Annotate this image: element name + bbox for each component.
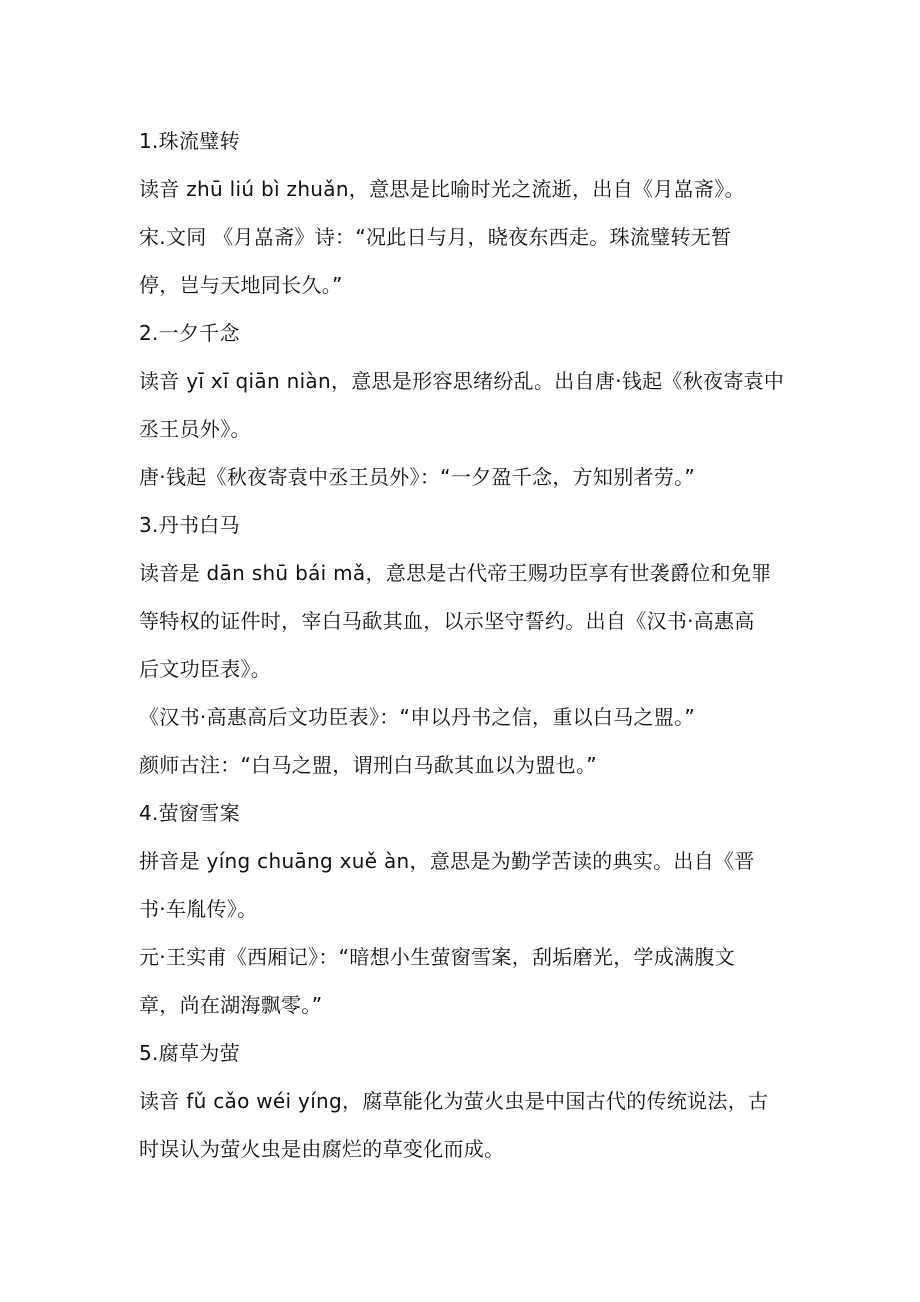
paragraph-line: 后文功臣表》。 [139,657,272,681]
paragraph-line: 读音是 dān shū bái mǎ，意思是古代帝王赐功臣享有世袭爵位和免罪 [139,561,772,585]
paragraph-line: 丞王员外》。 [139,417,251,441]
paragraph-line: 颜师古注：“白马之盟，谓刑白马歃其血以为盟也。” [139,753,597,777]
paragraph-line: 唐·钱起《秋夜寄袁中丞王员外》：“一夕盈千念，方知别者劳。” [139,465,696,489]
heading-1: 1.珠流璧转 [139,129,240,153]
heading-4: 4.萤窗雪案 [139,801,240,825]
paragraph-line: 宋.文同 《月嵓斋》诗：“况此日与月，晓夜东西走。珠流璧转无暂 [139,225,732,249]
heading-5: 5.腐草为萤 [139,1041,240,1065]
paragraph-line: 等特权的证件时，宰白马歃其血，以示坚守誓约。出自《汉书·高惠高 [139,609,755,633]
paragraph-line: 《汉书·高惠高后文功臣表》：“申以丹书之信，重以白马之盟。” [139,705,696,729]
paragraph-line: 章，尚在湖海飘零。” [139,993,323,1017]
paragraph-line: 停，岂与天地同长久。” [139,273,343,297]
paragraph-line: 读音 yī xī qiān niàn，意思是形容思绪纷乱。出自唐·钱起《秋夜寄袁中 [139,369,785,393]
paragraph-line: 读音 fǔ cǎo wéi yíng，腐草能化为萤火虫是中国古代的传统说法，古 [139,1089,769,1113]
heading-3: 3.丹书白马 [139,513,240,537]
paragraph-line: 拼音是 yíng chuāng xuě àn，意思是为勤学苦读的典实。出自《晋 [139,849,755,873]
document-body [139,117,789,1173]
paragraph-line: 读音 zhū liú bì zhuǎn，意思是比喻时光之流逝，出自《月嵓斋》。 [139,177,745,201]
paragraph-line: 书·车胤传》。 [139,897,258,921]
paragraph-line: 时误认为萤火虫是由腐烂的草变化而成。 [139,1137,505,1161]
heading-2: 2.一夕千念 [139,321,240,345]
paragraph-line: 元·王实甫《西厢记》：“暗想小生萤窗雪案，刮垢磨光，学成满腹文 [139,945,736,969]
